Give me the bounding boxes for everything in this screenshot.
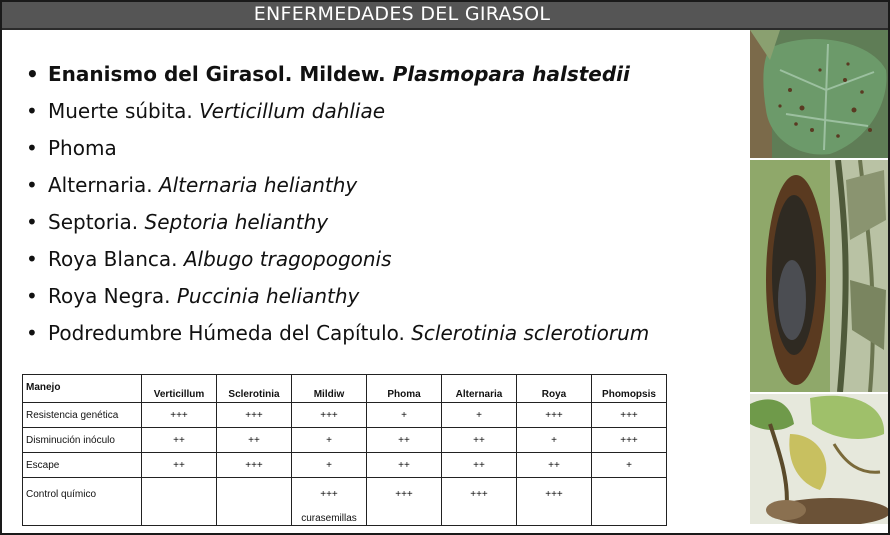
table-cell: +++ bbox=[217, 403, 292, 428]
bullet-icon: • bbox=[26, 284, 38, 308]
row-label: Disminución inóculo bbox=[23, 428, 142, 453]
table-cell: +++ bbox=[592, 428, 667, 453]
table-cell: +++ bbox=[217, 453, 292, 478]
table-cell: +++ bbox=[367, 478, 442, 526]
header-cell: Sclerotinia bbox=[217, 375, 292, 403]
list-item bbox=[26, 95, 649, 132]
list-item bbox=[26, 317, 649, 354]
list-item bbox=[26, 132, 649, 169]
list-item-text: Podredumbre Húmeda del Capítulo. bbox=[48, 321, 412, 345]
wilting-plant-illustration bbox=[750, 394, 888, 524]
table-cell: + bbox=[367, 403, 442, 428]
list-item bbox=[26, 58, 649, 95]
table-row bbox=[23, 403, 667, 428]
table-cell bbox=[592, 478, 667, 526]
list-item-text: Phoma bbox=[48, 136, 117, 160]
list-item-text: Roya Blanca. bbox=[48, 247, 184, 271]
list-item-text: Muerte súbita. bbox=[48, 99, 200, 123]
header-cell: Phomopsis bbox=[592, 375, 667, 403]
table-cell: +++ bbox=[517, 478, 592, 526]
table-cell-note: curasemillas bbox=[301, 513, 357, 524]
table-cell: + bbox=[292, 453, 367, 478]
title-bar bbox=[2, 2, 888, 30]
list-item-species: Alternaria helianthy bbox=[158, 173, 358, 197]
sunflower-stem-lesion-photo bbox=[750, 160, 888, 392]
list-item-text: Septoria. bbox=[48, 210, 145, 234]
sunflower-leaf-spots-photo bbox=[750, 30, 888, 158]
list-item-species: Verticillum dahliae bbox=[199, 99, 386, 123]
bullet-icon: • bbox=[26, 210, 38, 234]
bullet-icon: • bbox=[26, 173, 38, 197]
table-cell: +++ bbox=[592, 403, 667, 428]
table-cell: + bbox=[592, 453, 667, 478]
header-cell: Roya bbox=[517, 375, 592, 403]
list-item-species: Septoria helianthy bbox=[144, 210, 329, 234]
row-label: Control químico bbox=[23, 478, 142, 526]
bullet-icon: • bbox=[26, 136, 38, 160]
list-item bbox=[26, 243, 649, 280]
table-cell bbox=[217, 478, 292, 526]
table-cell: ++ bbox=[517, 453, 592, 478]
bullet-icon: • bbox=[26, 247, 38, 271]
table-row bbox=[23, 428, 667, 453]
table-cell-value: +++ bbox=[320, 489, 338, 500]
list-item bbox=[26, 280, 649, 317]
header-cell: Phoma bbox=[367, 375, 442, 403]
bullet-icon: • bbox=[26, 99, 38, 123]
table-cell: +++ bbox=[517, 403, 592, 428]
list-item bbox=[26, 169, 649, 206]
list-item-text: Enanismo del Girasol. Mildew. bbox=[48, 62, 393, 86]
leaf-spots-illustration bbox=[750, 30, 888, 158]
table-cell: + bbox=[442, 403, 517, 428]
table-cell bbox=[142, 478, 217, 526]
table-cell: ++ bbox=[217, 428, 292, 453]
table-cell-mildiw-control bbox=[292, 478, 367, 526]
management-table bbox=[22, 374, 667, 526]
table-cell: + bbox=[517, 428, 592, 453]
table-cell: ++ bbox=[367, 453, 442, 478]
table-cell: ++ bbox=[442, 428, 517, 453]
bullet-icon: • bbox=[26, 62, 39, 86]
table-cell: +++ bbox=[142, 403, 217, 428]
table-row bbox=[23, 453, 667, 478]
list-item-text: Alternaria. bbox=[48, 173, 159, 197]
row-label: Escape bbox=[23, 453, 142, 478]
list-item-species: Albugo tragopogonis bbox=[183, 247, 392, 271]
header-cell: Verticillum bbox=[142, 375, 217, 403]
table-row bbox=[23, 478, 667, 526]
bullet-icon: • bbox=[26, 321, 38, 345]
list-item-text: Roya Negra. bbox=[48, 284, 177, 308]
list-item-species: Puccinia helianthy bbox=[176, 284, 360, 308]
disease-list bbox=[26, 58, 649, 354]
list-item-species: Sclerotinia sclerotiorum bbox=[411, 321, 650, 345]
header-cell: Alternaria bbox=[442, 375, 517, 403]
table-cell: ++ bbox=[442, 453, 517, 478]
table-cell: +++ bbox=[292, 403, 367, 428]
table-cell: ++ bbox=[367, 428, 442, 453]
stem-lesion-illustration bbox=[750, 160, 888, 392]
photo-column bbox=[750, 30, 888, 524]
list-item-species: Plasmopara halstedii bbox=[392, 62, 630, 86]
table-cell: ++ bbox=[142, 453, 217, 478]
table-header-row bbox=[23, 375, 667, 403]
header-cell: Mildiw bbox=[292, 375, 367, 403]
table-cell: + bbox=[292, 428, 367, 453]
header-cell: Manejo bbox=[23, 375, 142, 403]
sunflower-plant-wilting-photo bbox=[750, 394, 888, 524]
table-cell: ++ bbox=[142, 428, 217, 453]
table-cell: +++ bbox=[442, 478, 517, 526]
slide-title: ENFERMEDADES DEL GIRASOL bbox=[253, 3, 551, 25]
row-label: Resistencia genética bbox=[23, 403, 142, 428]
list-item bbox=[26, 206, 649, 243]
